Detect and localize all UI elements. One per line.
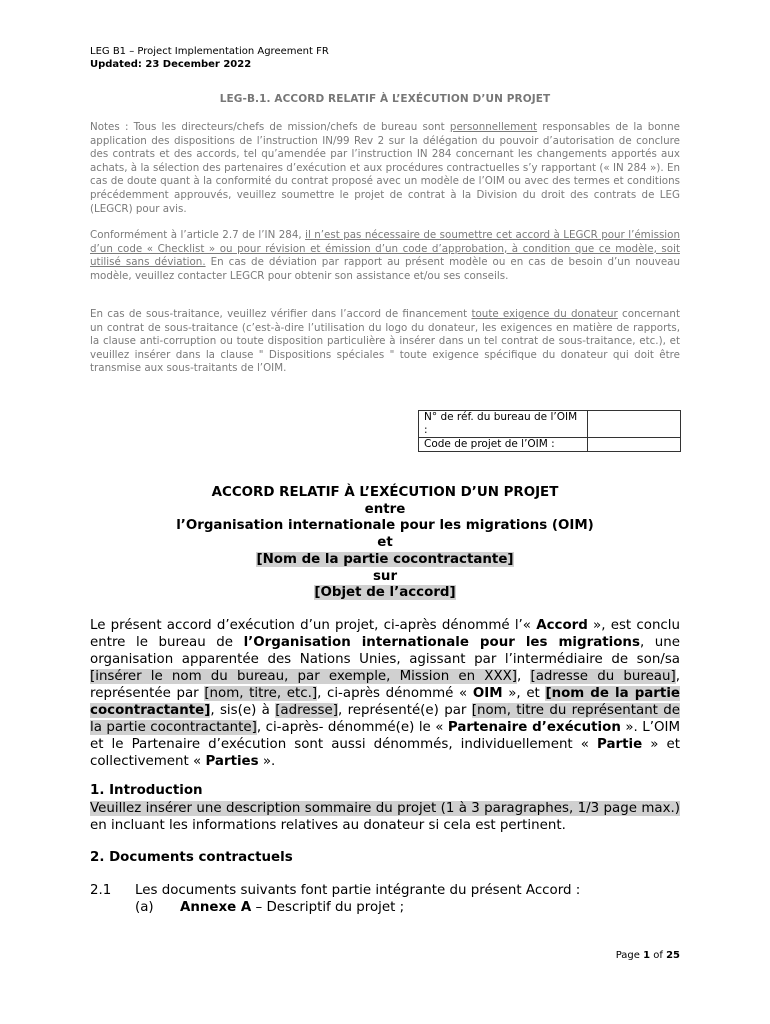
page-header <box>90 45 329 71</box>
template-subtitle: LEG-B.1. ACCORD RELATIF À L’EXÉCUTION D’UN PROJET <box>219 93 551 105</box>
annex-name: Annexe A <box>180 900 252 915</box>
reference-table <box>418 410 681 452</box>
header-doc-name: LEG B1 – Project Implementation Agreement FR <box>90 46 329 57</box>
office-ref-value[interactable] <box>588 411 681 438</box>
annex-description: – Descriptif du projet ; <box>251 900 405 915</box>
header-updated: Updated: 23 December 2022 <box>90 59 252 70</box>
intro-paragraph: Le présent accord d’exécution d’un projet, ci-après dénommé l’« Accord », est conclu entre le bureau de l’Organisation internationale pour les migrations, une organisation apparentée des Nations Unies, agissant par l’intermédiaire de son/sa [insérer le nom du bureau, par exemple, Mission en XXX], [adresse du bureau], représentée par [nom, titre, etc.], ci-après dénommé « OIM », et [nom de la partie cocontractante], sis(e) à [adresse], représenté(e) par [nom, titre du représentant de la partie cocontractante], ci-après- dénommé(e) le « Partenaire d’exécution ». L’OIM et le Partenaire d’exécution sont aussi dénommés, individuellement « Partie » et collectivement « Parties ». <box>90 618 681 769</box>
title-line-5: [Nom de la partie cocontractante] <box>256 551 514 567</box>
note-paragraph-2: Conformément à l’article 2.7 de l’IN 284, il n’est pas nécessaire de soumettre cet accord à LEGCR pour l’émission d’un code « Checklist » ou pour révision et émission d’un code d’approbation, à condition que ce modèle, soit utilisé sans déviation. En cas de déviation par rapport au présent modèle ou en cas de besoin d’un nouveau modèle, veuillez contacter LEGCR pour obtenir son assistance et/ou ses conseils. <box>90 229 680 282</box>
title-line-6: sur <box>372 568 398 584</box>
project-code-value[interactable] <box>588 438 681 452</box>
note-paragraph-1: Notes : Tous les directeurs/chefs de mission/chefs de bureau sont personnellement responsables de la bonne application des dispositions de l’instruction IN/99 Rev 2 sur la délégation du pouvoir d’autorisation de conclure des contrats et des accords, tel qu’amendée par l’instruction IN 284 concernant les changements apportés aux achats, à la sélection des partenaires d’exécution et aux procédures contractuelles s’y rapportant (« IN 284 »). En cas de doute quant à la conformité du contrat proposé avec un modèle de l’OIM ou avec des termes et conditions précédemment approuvés, veuillez soumettre le projet de contrat à la Division du droit des contrats de LEG (LEGCR) pour avis. <box>90 121 680 215</box>
project-code-label: Code de projet de l’OIM : <box>419 438 588 452</box>
clause-2-1-a <box>135 899 404 916</box>
section-1-body: Veuillez insérer une description sommaire du projet (1 à 3 paragraphes, 1/3 page max.) en incluant les informations relatives au donateur si cela est pertinent. <box>90 801 680 833</box>
clause-text: Les documents suivants font partie intégrante du présent Accord : <box>135 883 581 898</box>
section-1-heading: 1. Introduction <box>90 783 203 798</box>
title-line-2: entre <box>364 501 406 517</box>
title-line-3: l’Organisation internationale pour les migrations (OIM) <box>176 518 594 534</box>
sub-item-label: (a) <box>135 900 154 915</box>
title-line-4: et <box>377 535 393 551</box>
note-paragraph-3: En cas de sous-traitance, veuillez vérifier dans l’accord de financement toute exigence du donateur concernant un contrat de sous-traitance (c’est-à-dire l’utilisation du logo du donateur, les exigences en matière de rapports, la clause anti-corruption ou toute disposition particulière à insérer dans un tel contrat de sous-traitance, etc.), et veuillez insérer dans la clause " Dispositions spéciales " toute exigence spécifique du donateur qui doit être transmise aux sous-traitants de l’OIM. <box>90 308 680 375</box>
ref-row-office <box>419 411 681 438</box>
title-line-7: [Objet de l’accord] <box>314 585 456 601</box>
agreement-title <box>90 485 680 602</box>
clause-2-1 <box>90 882 580 899</box>
current-page: 1 <box>643 950 651 961</box>
total-pages: 25 <box>666 950 680 961</box>
title-line-1: ACCORD RELATIF À L’EXÉCUTION D’UN PROJET <box>211 485 559 500</box>
ref-row-project <box>419 438 681 452</box>
page-footer: Page 1 of 25 <box>615 950 680 961</box>
office-ref-label: N° de réf. du bureau de l’OIM : <box>419 411 588 438</box>
clause-number: 2.1 <box>90 883 112 898</box>
section-2-heading: 2. Documents contractuels <box>90 850 293 865</box>
